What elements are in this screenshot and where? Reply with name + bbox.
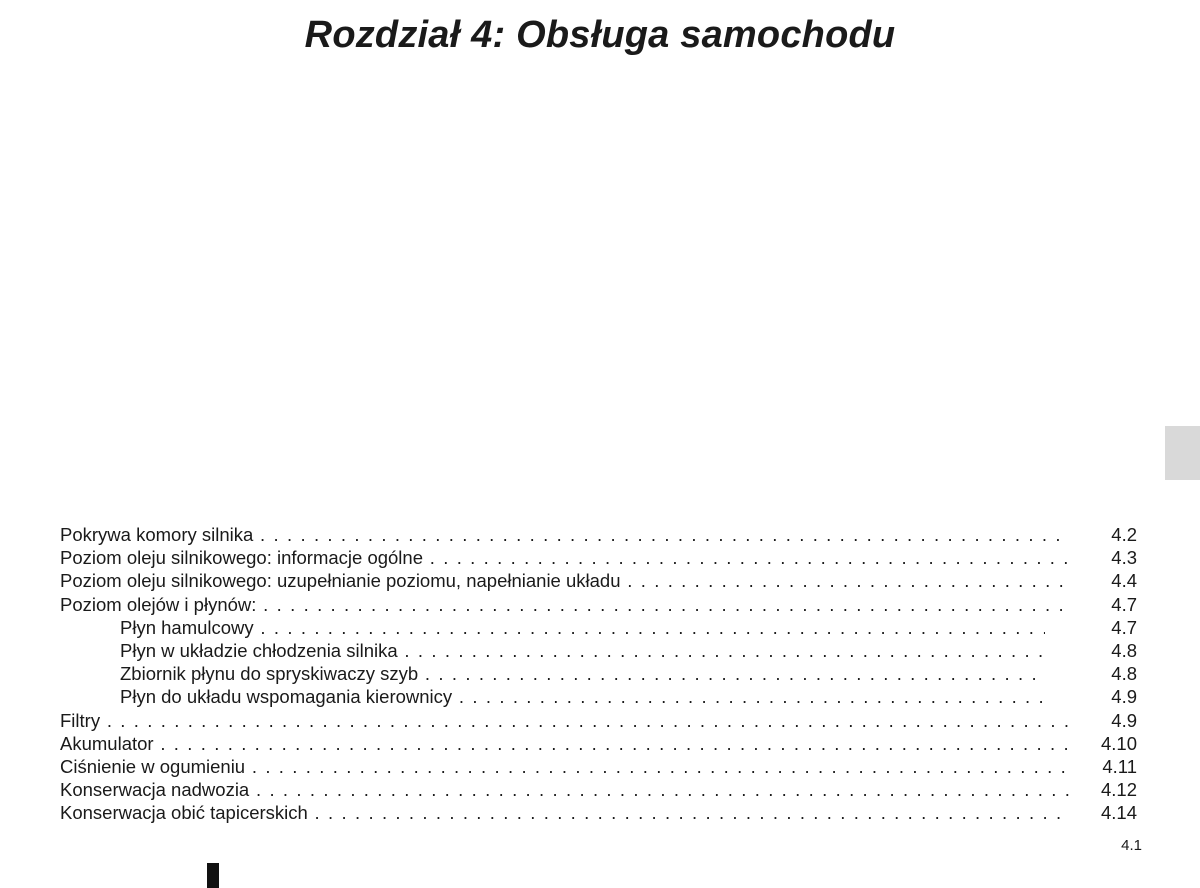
page-number: 4.1 bbox=[1121, 837, 1142, 854]
toc-entry[interactable] bbox=[60, 755, 1140, 778]
binding-mark bbox=[207, 863, 219, 888]
toc-subentry-label: Płyn hamulcowy bbox=[120, 616, 254, 638]
toc-entry-label: Ciśnienie w ogumieniu bbox=[60, 755, 246, 777]
toc-subentry-label: Płyn w układzie chłodzenia silnika bbox=[120, 639, 398, 661]
toc-subentry[interactable] bbox=[60, 616, 1140, 639]
toc-subentry-page: 4.8 bbox=[1111, 663, 1137, 685]
toc-entry-label: Filtry bbox=[60, 709, 101, 731]
page-title: Rozdział 4: Obsługa samochodu bbox=[304, 14, 896, 56]
toc-entry-page: 4.14 bbox=[1100, 802, 1137, 824]
toc-subentry-page: 4.7 bbox=[1111, 616, 1137, 638]
toc-entry[interactable] bbox=[60, 569, 1140, 592]
toc-entry-page: 4.10 bbox=[1100, 732, 1137, 754]
toc-subentry-page: 4.8 bbox=[1111, 639, 1137, 661]
toc-subentry-page: 4.9 bbox=[1111, 686, 1137, 708]
toc-entry[interactable] bbox=[60, 523, 1140, 546]
chapter-side-tab bbox=[1165, 426, 1200, 480]
toc-subentry[interactable] bbox=[60, 662, 1140, 685]
toc-entry[interactable] bbox=[60, 709, 1140, 732]
toc-subentry-label: Zbiornik płynu do spryskiwaczy szyb bbox=[120, 663, 419, 685]
toc-entry-label: Poziom oleju silnikowego: uzupełnianie poziomu, napełnianie układu bbox=[60, 570, 621, 592]
toc-entry-page: 4.2 bbox=[1111, 524, 1137, 545]
toc-entry-page: 4.4 bbox=[1111, 570, 1137, 592]
toc-entry[interactable] bbox=[60, 593, 1140, 616]
table-of-contents bbox=[60, 523, 1140, 824]
toc-entry-page: 4.3 bbox=[1111, 547, 1137, 569]
toc-entry-page: 4.7 bbox=[1111, 593, 1137, 615]
toc-entry-label: Poziom olejów i płynów: bbox=[60, 593, 257, 615]
toc-entry-page: 4.9 bbox=[1111, 709, 1137, 731]
toc-entry[interactable] bbox=[60, 546, 1140, 569]
toc-entry[interactable] bbox=[60, 778, 1140, 801]
toc-entry[interactable] bbox=[60, 732, 1140, 755]
toc-entry-label: Akumulator bbox=[60, 732, 154, 754]
toc-entry-label: Konserwacja obić tapicerskich bbox=[60, 802, 308, 824]
toc-entry[interactable] bbox=[60, 801, 1140, 824]
toc-subentry-label: Płyn do układu wspomagania kierownicy bbox=[120, 686, 453, 708]
toc-entry-label: Pokrywa komory silnika bbox=[60, 524, 254, 545]
toc-entry-page: 4.12 bbox=[1100, 779, 1137, 801]
toc-subentry[interactable] bbox=[60, 685, 1140, 708]
toc-entry-label: Konserwacja nadwozia bbox=[60, 779, 250, 801]
toc-entry-page: 4.11 bbox=[1102, 755, 1137, 777]
toc-subentry[interactable] bbox=[60, 639, 1140, 662]
toc-entry-label: Poziom oleju silnikowego: informacje ogólne bbox=[60, 547, 423, 569]
